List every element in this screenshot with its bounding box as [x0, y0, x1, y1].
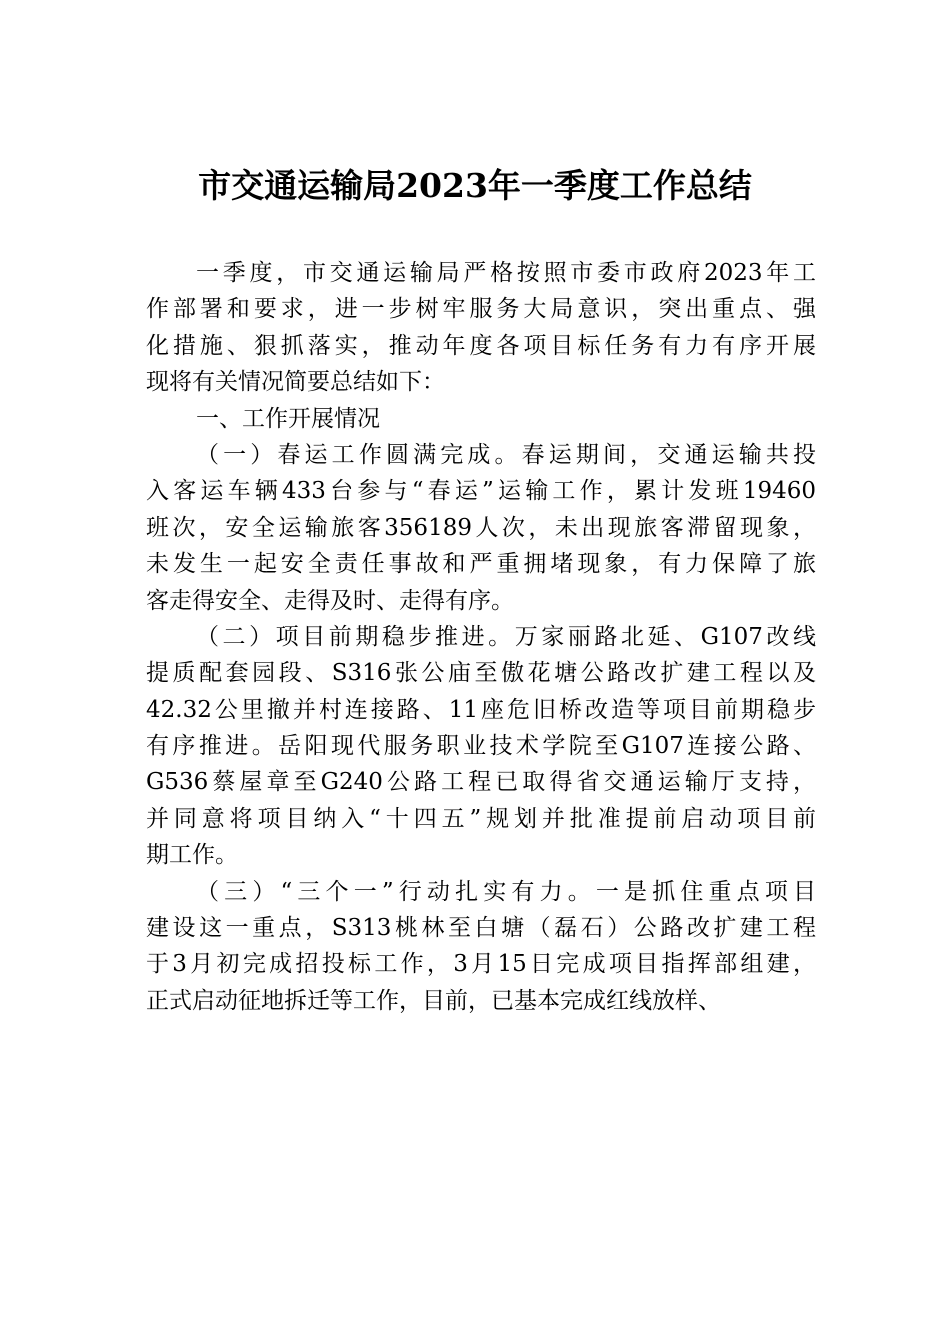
paragraph-line: 建设这一重点，S313桃林至白塘（磊石）公路改扩建工程	[146, 915, 816, 942]
paragraph-line: 有序推进。岳阳现代服务职业技术学院至G107连接公路、	[146, 733, 816, 760]
paragraph-line: 班次，安全运输旅客356189人次，未出现旅客滞留现象，	[146, 514, 816, 541]
paragraph-line: 42.32公里撤并村连接路、11座危旧桥改造等项目前期稳步	[146, 696, 816, 723]
section-heading: 一、工作开展情况	[196, 405, 380, 432]
paragraph-line: 一季度，市交通运输局严格按照市委市政府2023年工	[196, 260, 816, 286]
paragraph-line: 正式启动征地拆迁等工作，目前，已基本完成红线放样、	[146, 987, 721, 1014]
paragraph-line: 提质配套园段、S316张公庙至傲花塘公路改扩建工程以及	[146, 660, 816, 687]
paragraph-line: （二）项目前期稳步推进。万家丽路北延、G107改线	[196, 623, 816, 650]
document-title: 市交通运输局2023年一季度工作总结	[198, 166, 752, 205]
paragraph-line: G536蔡屋章至G240公路工程已取得省交通运输厅支持，	[146, 769, 816, 796]
paragraph-line: 于3月初完成招投标工作，3月15日完成项目指挥部组建，	[146, 951, 816, 978]
paragraph-line: 化措施、狠抓落实，推动年度各项目标任务有力有序开展	[146, 332, 816, 359]
paragraph-line: 期工作。	[146, 842, 238, 869]
document-body	[146, 255, 816, 1019]
paragraph-line: 入客运车辆433台参与“春运”运输工作，累计发班19460	[146, 478, 816, 505]
paragraph-line: （三）“三个一”行动扎实有力。一是抓住重点项目	[196, 878, 816, 905]
paragraph-line: 并同意将项目纳入“十四五”规划并批准提前启动项目前	[146, 805, 816, 832]
paragraph-line: 作部署和要求，进一步树牢服务大局意识，突出重点、强	[146, 296, 816, 323]
paragraph-line: 客走得安全、走得及时、走得有序。	[146, 587, 514, 614]
paragraph-line: （一）春运工作圆满完成。春运期间，交通运输共投	[196, 441, 816, 468]
paragraph-line: 现将有关情况简要总结如下：	[146, 369, 445, 396]
paragraph-line: 未发生一起安全责任事故和严重拥堵现象，有力保障了旅	[146, 551, 816, 578]
